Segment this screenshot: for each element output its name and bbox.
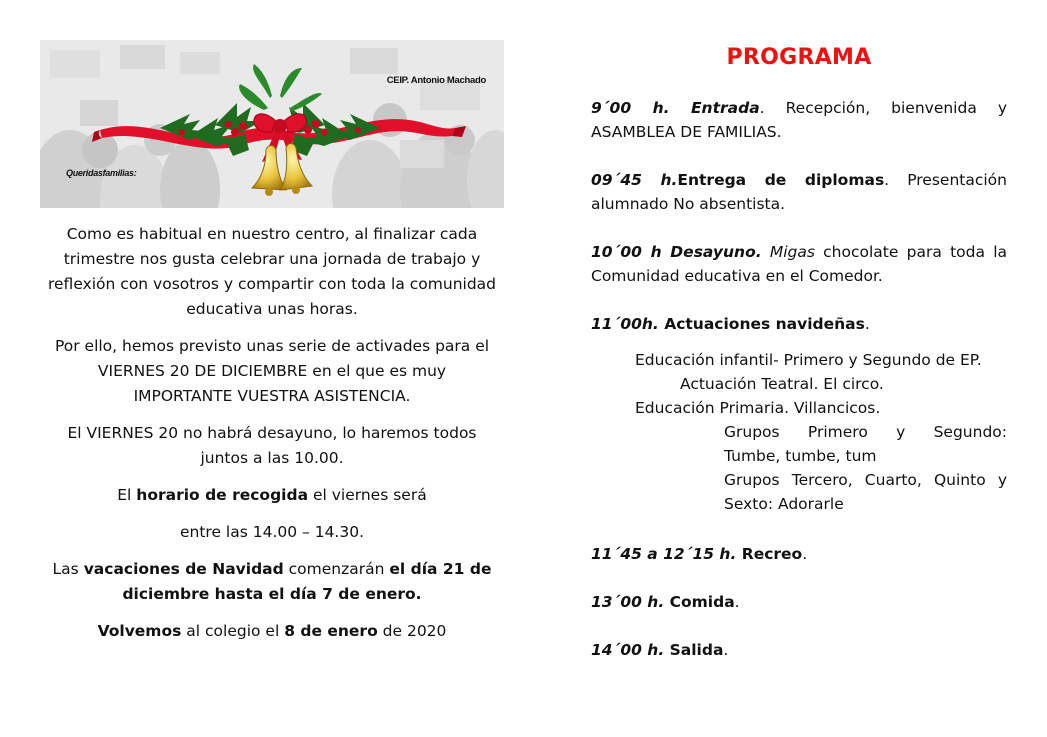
schedule-line-3: IMPORTANTE VUESTRA ASISTENCIA.	[133, 387, 411, 405]
performances-list	[591, 348, 1007, 516]
item-time: 09´45 h.	[591, 171, 678, 189]
invitation-letter	[40, 40, 504, 644]
item-text: . Recepción, bienvenida y ASAMBLEA DE FAMILIAS.	[591, 99, 1007, 141]
program-item-recreo	[591, 542, 1007, 566]
item-text: . Presentación alumnado No absentista.	[591, 171, 1007, 213]
villancico-song-2: Sexto: Adorarle	[724, 495, 844, 513]
item-text: .	[864, 315, 870, 333]
schedule-line-2: VIERNES 20 DE DICIEMBRE en el que es muy	[97, 362, 447, 380]
schedule-paragraph	[40, 334, 504, 409]
program-item-diplomas	[591, 168, 1007, 216]
holidays-paragraph	[40, 557, 504, 607]
item-text: chocolate para toda la Comunidad educativa en el Comedor.	[591, 243, 1007, 285]
schedule-line-1: Por ello, hemos previsto unas serie de activades para el	[54, 337, 490, 355]
program-item-desayuno	[591, 240, 1007, 288]
return-post: de 2020	[377, 622, 447, 640]
pickup-paragraph	[40, 483, 504, 508]
return-date: 8 de enero	[284, 622, 378, 640]
holidays-pre: Las	[52, 560, 84, 578]
pickup-post: el viernes será	[308, 486, 427, 504]
breakfast-line-2: juntos a las 10.00.	[200, 449, 344, 467]
greeting-label: Queridasfamilias:	[66, 168, 137, 178]
holidays-mid: comenzarán	[283, 560, 390, 578]
item-text: .	[802, 545, 808, 563]
school-name-label: CEIP. Antonio Machado	[386, 75, 486, 86]
program-column	[591, 40, 1007, 686]
item-time: 10´00 h Desayuno.	[591, 243, 762, 261]
program-item-comida	[591, 590, 1007, 614]
item-time: 11´45 a 12´15 h.	[591, 545, 737, 563]
program-item-entrada	[591, 96, 1007, 144]
holidays-highlight: vacaciones de Navidad	[83, 560, 284, 578]
item-time: 9´00 h. Entrada	[591, 99, 760, 117]
breakfast-line-1: El VIERNES 20 no habrá desayuno, lo haremos todos	[67, 424, 477, 442]
performance-teatral: Actuación Teatral. El circo.	[680, 375, 884, 393]
program-item-salida	[591, 638, 1007, 662]
item-text: .	[723, 641, 729, 659]
return-paragraph	[40, 619, 504, 644]
program-title: PROGRAMA	[726, 45, 872, 70]
item-title: Entrega de diplomas	[677, 171, 885, 189]
groups-2-label: Grupos Tercero, Cuarto, Quinto y	[724, 471, 1007, 489]
item-italic: Migas	[769, 243, 815, 261]
performance-infantil: Educación infantil- Primero y Segundo de EP.	[635, 351, 982, 369]
pickup-time-paragraph: entre las 14.00 – 14.30.	[179, 523, 365, 541]
program-item-actuaciones	[591, 312, 1007, 336]
performance-primaria: Educación Primaria. Villancicos.	[635, 399, 881, 417]
item-time: 11´00h.	[591, 315, 659, 333]
groups-1-label: Grupos Primero y Segundo:	[724, 423, 1007, 441]
villancico-groups-1	[591, 420, 1007, 444]
villancico-groups-2	[591, 468, 1007, 492]
villancico-song-1: Tumbe, tumbe, tum	[724, 447, 877, 465]
item-title: Actuaciones navideñas	[658, 315, 865, 333]
item-time: 13´00 h.	[591, 593, 665, 611]
item-title: Recreo	[736, 545, 803, 563]
item-title: Comida	[664, 593, 735, 611]
pickup-highlight: horario de recogida	[136, 486, 309, 504]
item-text: .	[734, 593, 740, 611]
intro-paragraph: Como es habitual en nuestro centro, al finalizar cada trimestre nos gusta celebrar una jornada de trabajo y reflexión con vosotros y compartir con toda la comunidad educativa unas horas.	[47, 225, 497, 318]
return-highlight: Volvemos	[97, 622, 182, 640]
item-time: 14´00 h.	[591, 641, 665, 659]
holidays-dates: el día 21 de diciembre hasta el día 7 de enero.	[122, 560, 492, 603]
item-title: Salida	[664, 641, 724, 659]
breakfast-paragraph	[40, 421, 504, 471]
return-mid: al colegio el	[181, 622, 285, 640]
pickup-pre: El	[117, 486, 137, 504]
christmas-banner	[40, 40, 504, 208]
